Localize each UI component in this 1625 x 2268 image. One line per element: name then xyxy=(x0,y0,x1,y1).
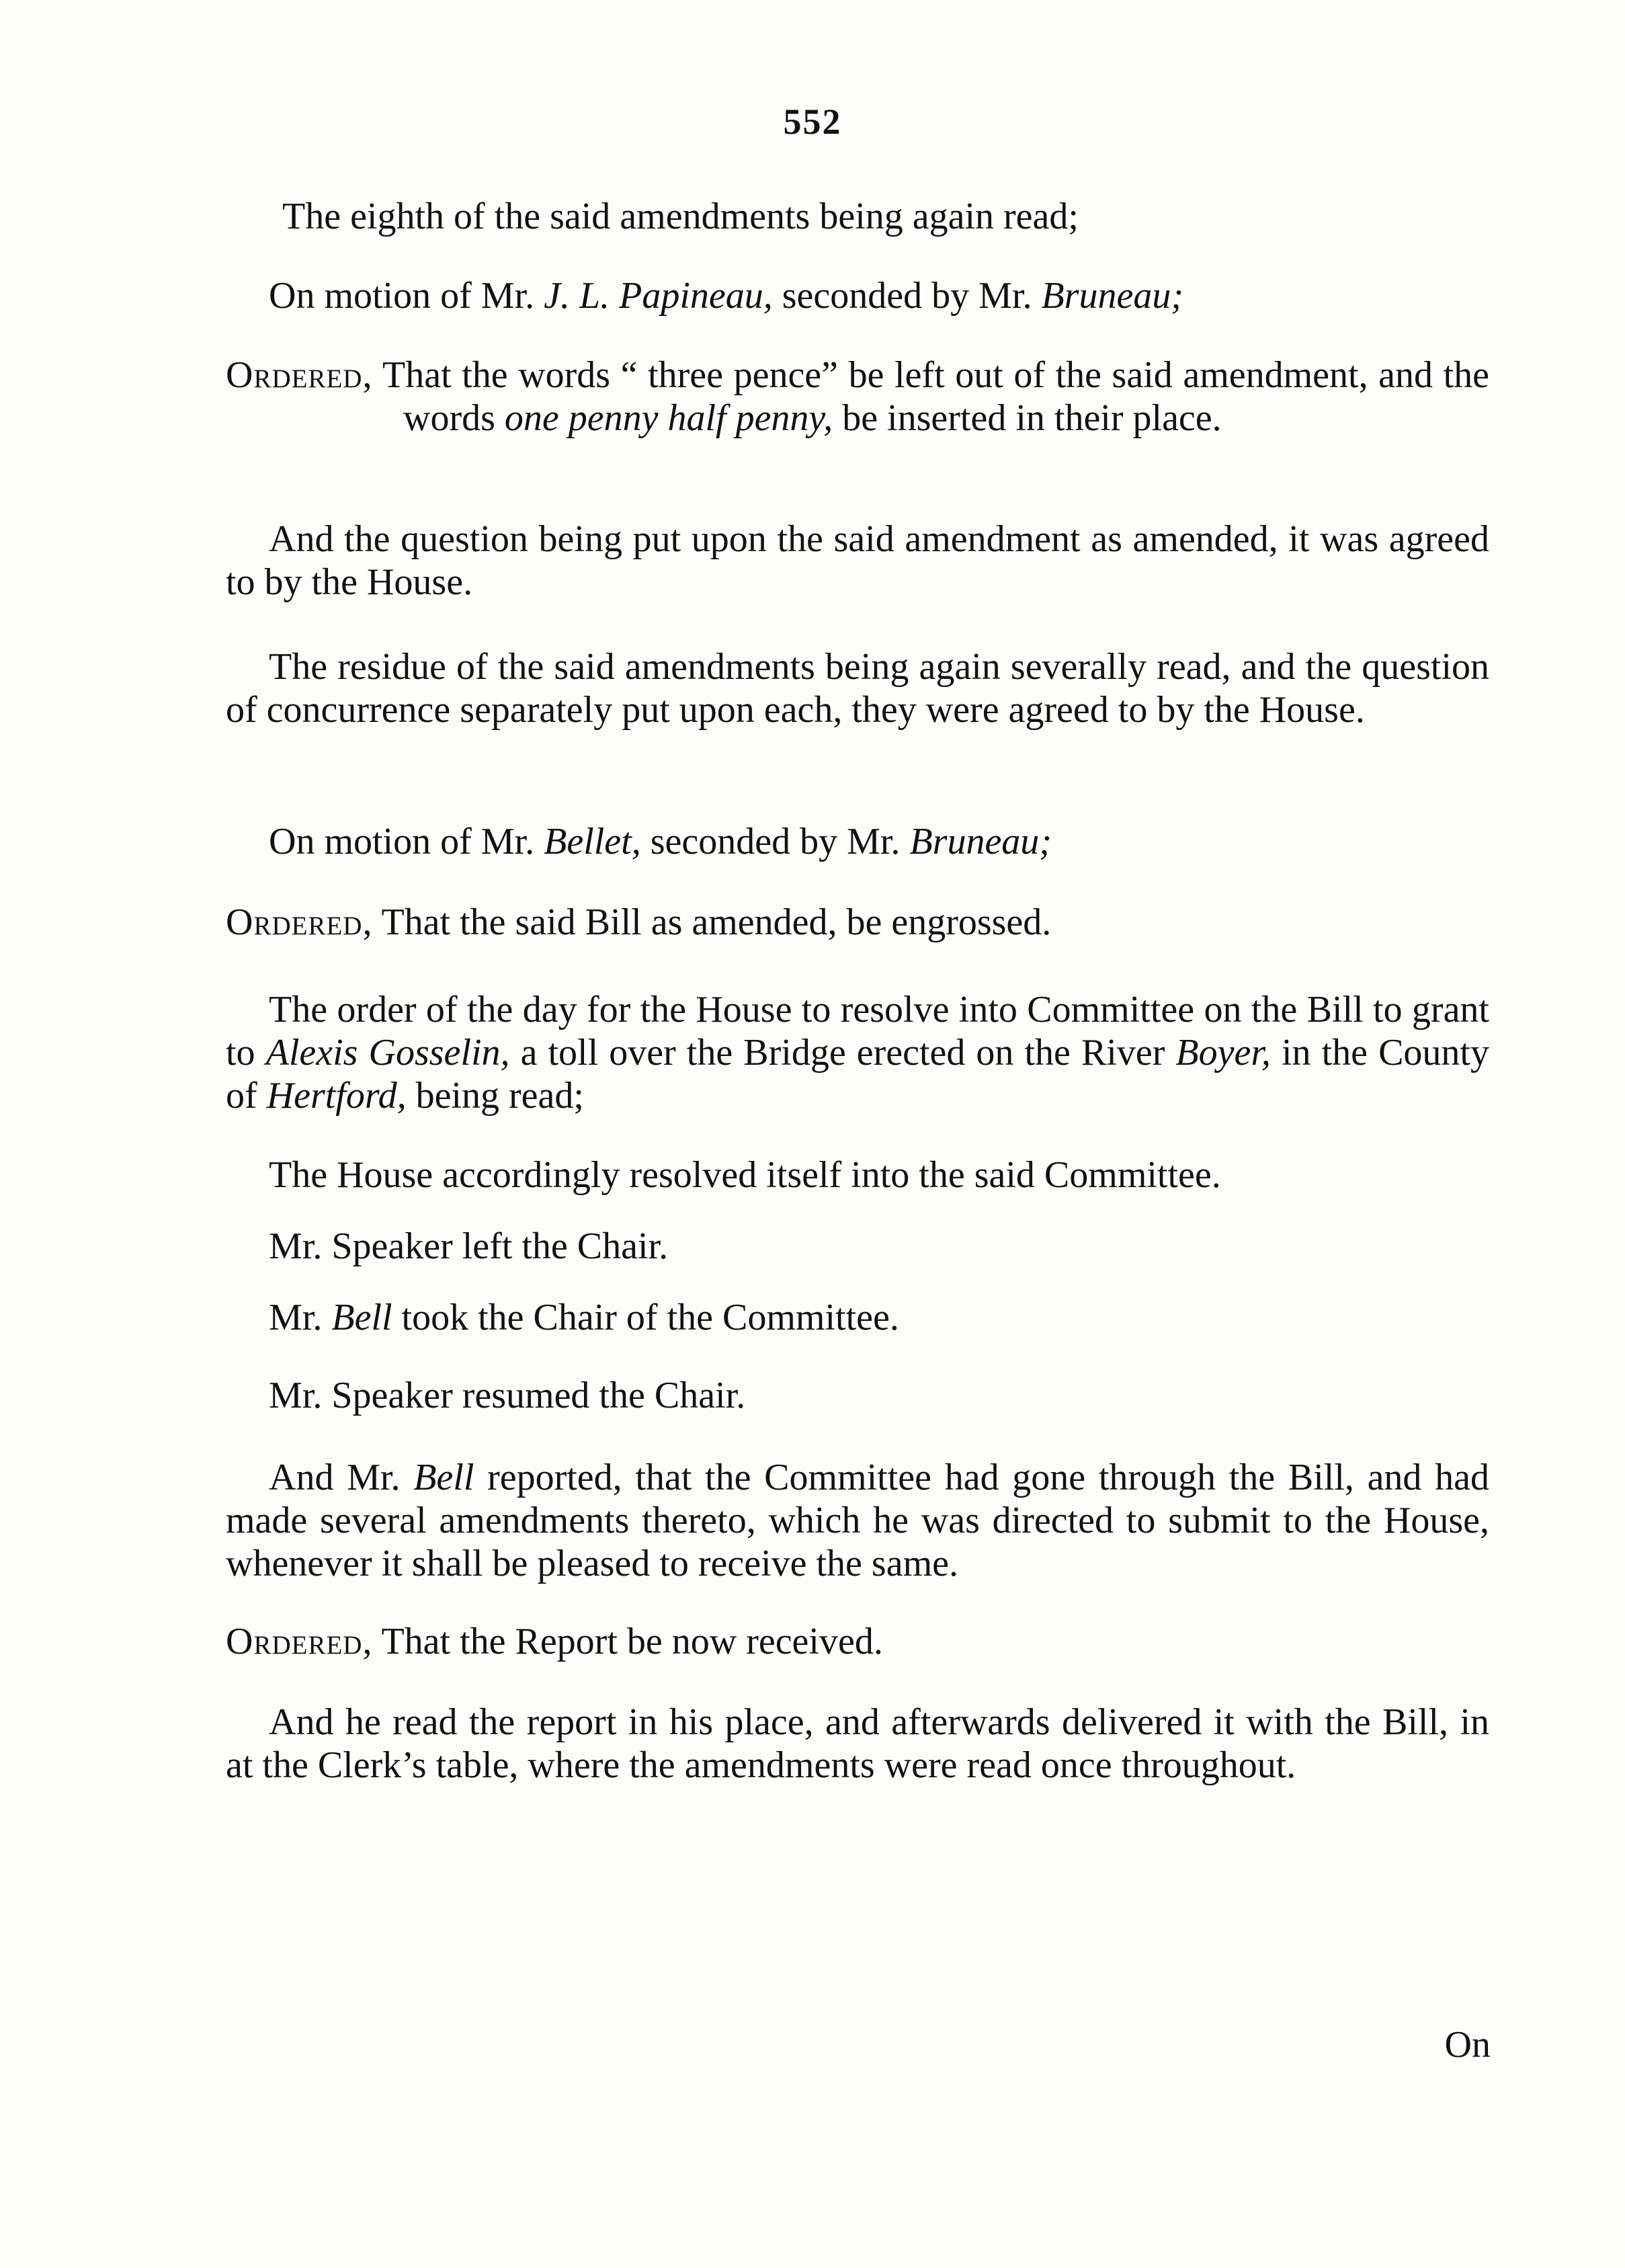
motion-seconded: seconded by Mr. xyxy=(772,275,1042,317)
order-text-a: The order of the day for the House to resolve into Committee on the Bill to grant to xyxy=(226,989,1489,1074)
mover-name: Bellet, xyxy=(544,821,641,862)
ordered-text-a: That the words “ three pence” be left out of the said amendment, and the words xyxy=(372,354,1489,439)
ordered-text: That the Report be now received. xyxy=(372,1621,883,1662)
mover-name: J. L. Papineau, xyxy=(544,275,773,317)
page-number: 552 xyxy=(783,102,842,142)
report-prefix: And Mr. xyxy=(269,1457,414,1498)
paragraph-speaker-resumed: Mr. Speaker resumed the Chair. xyxy=(269,1375,746,1416)
paragraph-read-report: And he read the report in his place, and afterwards delivered it with the Bill, in at the Clerk’s table, where the amendments were read once throughout. xyxy=(226,1701,1489,1786)
order-text-d: being read; xyxy=(406,1075,584,1117)
grantee-name: Alexis Gosselin, xyxy=(265,1032,510,1074)
paragraph-motion-bellet xyxy=(269,820,1052,863)
seconder-name: Bruneau; xyxy=(1041,275,1183,317)
county-name: Hertford, xyxy=(266,1075,407,1117)
paragraph-motion-papineau xyxy=(269,274,1183,317)
paragraph-eighth-amendment: The eighth of the said amendments being again read; xyxy=(282,196,1079,237)
motion-prefix: On motion of Mr. xyxy=(269,821,544,862)
reporter-name: Bell xyxy=(413,1457,474,1498)
paragraph-question-amended: And the question being put upon the said amendment as amended, it was agreed to by the House. xyxy=(226,518,1489,603)
ordered-text-b: be inserted in their place. xyxy=(833,397,1222,439)
ordered-word: Ordered, xyxy=(226,901,373,943)
paragraph-house-resolved: The House accordingly resolved itself into the said Committee. xyxy=(269,1154,1221,1196)
catchword: On xyxy=(1444,2024,1491,2066)
ordered-italic-phrase: one penny half penny, xyxy=(504,397,833,439)
order-text-c: in the County of xyxy=(226,1032,1489,1117)
paragraph-ordered-three-pence xyxy=(226,354,1489,440)
paragraph-order-of-day xyxy=(226,988,1489,1117)
ordered-word: Ordered, xyxy=(226,1621,373,1662)
chair-name: Bell xyxy=(331,1297,392,1338)
report-text: reported, that the Committee had gone through the Bill, and had made several amendments thereto, which he was directed to submit to the House, whenever it shall be pleased to receive the same. xyxy=(226,1457,1489,1584)
paragraph-residue: The residue of the said amendments being again severally read, and the question of concurrence separately put upon each, they were agreed to by the House. xyxy=(226,646,1489,731)
seconder-name: Bruneau; xyxy=(909,821,1052,862)
paragraph-bell-chair xyxy=(269,1296,899,1339)
chair-prefix: Mr. xyxy=(269,1297,332,1338)
chair-suffix: took the Chair of the Committee. xyxy=(392,1297,899,1338)
order-text-b: a toll over the Bridge erected on the River xyxy=(509,1032,1176,1074)
paragraph-bell-reported xyxy=(226,1456,1489,1585)
paragraph-ordered-engrossed xyxy=(226,901,1051,944)
paragraph-ordered-report xyxy=(226,1620,883,1663)
motion-prefix: On motion of Mr. xyxy=(269,275,544,317)
ordered-text: That the said Bill as amended, be engrossed. xyxy=(372,901,1052,943)
river-name: Boyer, xyxy=(1175,1032,1271,1074)
ordered-word: Ordered, xyxy=(226,354,373,396)
paragraph-speaker-left: Mr. Speaker left the Chair. xyxy=(269,1225,669,1267)
motion-seconded: seconded by Mr. xyxy=(640,821,910,862)
